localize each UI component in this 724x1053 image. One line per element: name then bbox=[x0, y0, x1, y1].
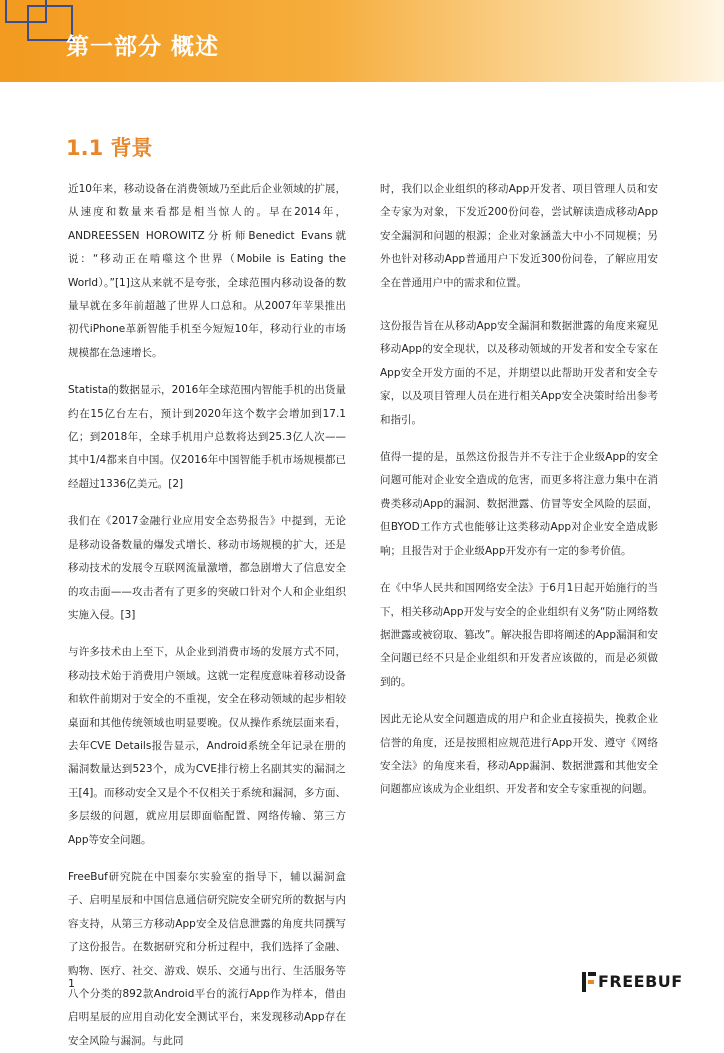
paragraph: 这份报告旨在从移动App安全漏洞和数据泄露的角度来窥见移动App的安全现状，以及移动领域的开发者和安全专家在App安全开发方面的不足，并期望以此帮助开发者和安全专家，以及项目管理人员在进行相关App安全决策时给出参考和指引。 bbox=[380, 320, 658, 426]
paragraph: FreeBuf研究院在中国泰尔实验室的指导下，辅以漏洞盒子、启明星辰和中国信息通信研究院安全研究所的数据与内容支持，从第三方移动App安全及信息泄露的角度共同撰写了这份报告。在数据研究和分析过程中，我们选择了金融、购物、医疗、社交、游戏、娱乐、交通与出行、生活服务等八个分类的892款Android平台的流行App作为样本，借由启明星辰的应用自动化安全测试平台，来发现移动App存在安全风险与漏洞。与此同 bbox=[68, 870, 346, 1047]
freebuf-logo-icon bbox=[582, 972, 596, 992]
paragraph: 因此无论从安全问题造成的用户和企业直接损失，挽救企业信誉的角度，还是按照相应规范进行App开发、遵守《网络安全法》的角度来看，移动App漏洞、数据泄露和其他安全问题都应该成为企业组织、开发者和安全专家重视的问题。 bbox=[380, 713, 658, 796]
page-number: 1 bbox=[68, 977, 75, 990]
paragraph: 在《中华人民共和国网络安全法》于6月1日起开始施行的当下，相关移动App开发与安全的企业组织有义务“防止网络数据泄露或被窃取、篡改”。解决报告即将阐述的App漏洞和安全问题已经不只是企业组织和开发者应该做的，而是必须做到的。 bbox=[380, 582, 658, 688]
logo-text: FREEBUF bbox=[598, 972, 683, 991]
section-title: 1.1 背景 bbox=[66, 136, 153, 160]
right-column bbox=[380, 178, 658, 802]
chapter-banner bbox=[0, 0, 724, 82]
paragraph: 时，我们以企业组织的移动App开发者、项目管理人员和安全专家为对象，下发近200份问卷，尝试解读造成移动App安全漏洞和问题的根源；企业对象涵盖大中小不同规模；另外也针对移动App普通用户下发近300份问卷，了解应用安全在普通用户中的需求和位置。 bbox=[380, 183, 658, 289]
paragraph: 值得一提的是，虽然这份报告并不专注于企业级App的安全问题可能对企业安全造成的危害，而更多将注意力集中在消费类移动App的漏洞、数据泄露、仿冒等安全风险的层面，但BYOD工作方式也能够让这类移动App对企业安全造成影响；且报告对于企业级App开发亦有一定的参考价值。 bbox=[380, 451, 658, 557]
paragraph: Statista的数据显示，2016年全球范围内智能手机的出货量约在15亿台左右，预计到2020年这个数字会增加到17.1亿；到2018年，全球手机用户总数将达到25.3亿人次——其中1/4都来自中国。仅2016年中国智能手机市场规模都已经超过1336亿美元。[2] bbox=[68, 384, 346, 490]
left-column bbox=[68, 178, 346, 1053]
paragraph: 我们在《2017金融行业应用安全态势报告》中提到，无论是移动设备数量的爆发式增长、移动市场规模的扩大，还是移动技术的发展令互联网流量激增，都急剧增大了信息安全的攻击面——攻击者有了更多的突破口针对个人和企业组织实施入侵。[3] bbox=[68, 515, 346, 621]
paragraph: 与许多技术由上至下，从企业到消费市场的发展方式不同，移动技术始于消费用户领域。这就一定程度意味着移动设备和软件前期对于安全的不重视，安全在移动领域的起步相较桌面和其他传统领域也明显要晚。仅从操作系统层面来看，去年CVE Details报告显示，Android系统全年记录在册的漏洞数量达到523个，成为CVE排行榜上名副其实的漏洞之王[4]。而移动安全又是个不仅相关于系统和漏洞，多方面、多层级的问题，就应用层即面临配置、网络传输、第三方App等安全问题。 bbox=[68, 646, 346, 846]
chapter-title: 第一部分 概述 bbox=[66, 34, 220, 60]
freebuf-logo bbox=[582, 971, 683, 993]
paragraph: 近10年来，移动设备在消费领域乃至此后企业领域的扩展，从速度和数量来看都是相当惊人的。早在2014年，ANDREESSEN HOROWITZ分析师Benedict Evans就说：“移动正在啃噬这个世界（Mobile is Eating the World）。”[1]这从来就不是夸张，全球范围内移动设备的数量早就在多年前超越了世界人口总和。从2007年苹果推出初代iPhone革新智能手机至今短短10年，移动行业的市场规模都在急速增长。 bbox=[68, 183, 346, 359]
